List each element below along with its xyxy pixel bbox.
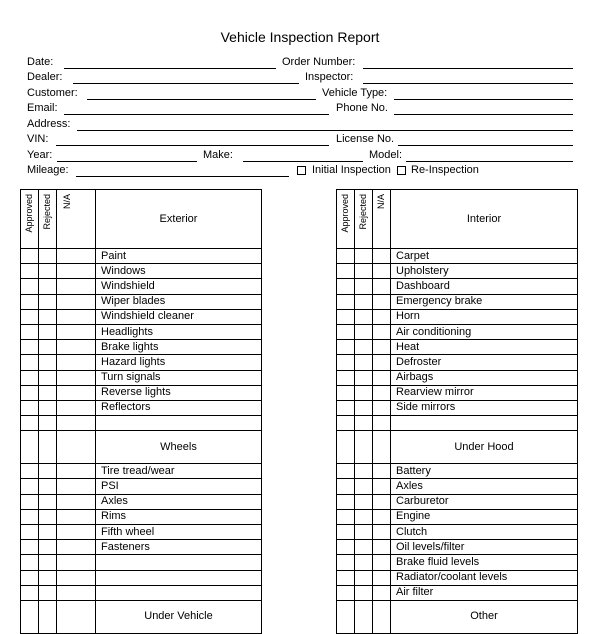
rejected-checkbox-cell[interactable] [355, 249, 373, 264]
rejected-column-header: Rejected [355, 190, 373, 249]
item-label: Dashboard [391, 279, 578, 294]
rejected-checkbox-cell[interactable] [39, 279, 57, 294]
rejected-checkbox-cell[interactable] [39, 525, 57, 540]
approved-checkbox-cell[interactable] [21, 540, 39, 555]
item-label: Windshield [96, 279, 262, 294]
table-row [21, 540, 262, 555]
item-label: Clutch [391, 525, 578, 540]
section-row [21, 431, 262, 464]
checkbox-cell[interactable] [39, 555, 57, 570]
item-label: Brake lights [96, 340, 262, 355]
approved-checkbox-cell[interactable] [21, 400, 39, 415]
rejected-column-header: Rejected [39, 190, 57, 249]
initial-inspection-label: Initial Inspection [312, 164, 391, 176]
checkbox-cell[interactable] [39, 416, 57, 431]
na-checkbox-cell[interactable] [373, 264, 391, 279]
inspector-field[interactable] [363, 83, 573, 84]
checkbox-cell [21, 600, 39, 633]
rejected-checkbox-cell[interactable] [355, 370, 373, 385]
na-checkbox-cell[interactable] [373, 279, 391, 294]
checkbox-cell[interactable] [57, 585, 96, 600]
approved-checkbox-cell[interactable] [337, 540, 355, 555]
rejected-checkbox-cell[interactable] [355, 509, 373, 524]
make-label: Make: [203, 149, 233, 161]
table-row [21, 279, 262, 294]
date-field[interactable] [64, 68, 276, 69]
year-field[interactable] [57, 161, 197, 162]
checkbox-cell [373, 431, 391, 464]
address-label: Address: [27, 118, 71, 130]
table-row [337, 340, 578, 355]
table-row [21, 264, 262, 279]
approved-checkbox-cell[interactable] [337, 494, 355, 509]
customer-field[interactable] [87, 99, 316, 100]
item-label: Turn signals [96, 370, 262, 385]
approved-checkbox-cell[interactable] [21, 479, 39, 494]
item-label: Fifth wheel [96, 525, 262, 540]
mileage-field[interactable] [76, 176, 289, 177]
table-row [337, 555, 578, 570]
item-label: Heat [391, 340, 578, 355]
na-checkbox-cell[interactable] [57, 324, 96, 339]
table-row [337, 279, 578, 294]
item-label: Rims [96, 509, 262, 524]
rejected-checkbox-cell[interactable] [39, 355, 57, 370]
checkbox-cell [337, 431, 355, 464]
interior-checklist-table [336, 189, 578, 634]
rejected-checkbox-cell[interactable] [355, 355, 373, 370]
rejected-checkbox-cell[interactable] [355, 309, 373, 324]
phone-field[interactable] [394, 114, 573, 115]
approved-checkbox-cell[interactable] [21, 525, 39, 540]
na-checkbox-cell[interactable] [57, 340, 96, 355]
blank-row [21, 416, 262, 431]
rejected-checkbox-cell[interactable] [39, 264, 57, 279]
item-label: Wiper blades [96, 294, 262, 309]
checkbox-cell [57, 600, 96, 633]
under-hood-section-title: Under Hood [391, 431, 578, 464]
checkbox-cell[interactable] [21, 555, 39, 570]
checkbox-cell [39, 431, 57, 464]
item-label: Axles [96, 494, 262, 509]
rejected-checkbox-cell[interactable] [39, 294, 57, 309]
table-row [21, 370, 262, 385]
rejected-checkbox-cell[interactable] [355, 585, 373, 600]
checkbox-cell[interactable] [57, 416, 96, 431]
item-label: Radiator/coolant levels [391, 570, 578, 585]
checkbox-cell [21, 431, 39, 464]
table-row [337, 525, 578, 540]
table-row [337, 385, 578, 400]
item-label: Reflectors [96, 400, 262, 415]
mileage-label: Mileage: [27, 164, 69, 176]
rejected-checkbox-cell[interactable] [39, 464, 57, 479]
section-row [337, 431, 578, 464]
rejected-checkbox-cell[interactable] [355, 479, 373, 494]
na-checkbox-cell[interactable] [57, 385, 96, 400]
checkbox-cell[interactable] [39, 585, 57, 600]
checkbox-cell[interactable] [373, 416, 391, 431]
table-row [21, 400, 262, 415]
checkbox-cell[interactable] [355, 416, 373, 431]
na-checkbox-cell[interactable] [373, 400, 391, 415]
na-checkbox-cell[interactable] [373, 509, 391, 524]
vehicle-type-field[interactable] [394, 99, 573, 100]
item-label: Air filter [391, 585, 578, 600]
approved-checkbox-cell[interactable] [21, 249, 39, 264]
table-row [337, 570, 578, 585]
na-checkbox-cell[interactable] [57, 309, 96, 324]
dealer-field[interactable] [73, 83, 299, 84]
table-row [21, 309, 262, 324]
approved-checkbox-cell[interactable] [21, 494, 39, 509]
interior-section-title: Interior [391, 190, 578, 249]
approved-checkbox-cell[interactable] [337, 464, 355, 479]
rejected-checkbox-cell[interactable] [355, 525, 373, 540]
approved-checkbox-cell[interactable] [21, 294, 39, 309]
na-checkbox-cell[interactable] [373, 585, 391, 600]
item-label: Emergency brake [391, 294, 578, 309]
checkbox-cell [355, 600, 373, 633]
item-label [96, 416, 262, 431]
na-checkbox-cell[interactable] [57, 264, 96, 279]
rejected-checkbox-cell[interactable] [39, 249, 57, 264]
approved-checkbox-cell[interactable] [21, 309, 39, 324]
rejected-checkbox-cell[interactable] [39, 479, 57, 494]
approved-checkbox-cell[interactable] [21, 340, 39, 355]
section-row [337, 600, 578, 633]
checkbox-cell [373, 600, 391, 633]
checkbox-cell [337, 600, 355, 633]
na-checkbox-cell[interactable] [57, 279, 96, 294]
rejected-checkbox-cell[interactable] [355, 385, 373, 400]
re-inspection-checkbox[interactable] [397, 166, 406, 175]
license-label: License No. [336, 133, 395, 145]
table-row [337, 509, 578, 524]
approved-checkbox-cell[interactable] [337, 294, 355, 309]
rejected-checkbox-cell[interactable] [355, 324, 373, 339]
blank-row [21, 555, 262, 570]
na-column-header: N/A [57, 190, 96, 249]
item-label: PSI [96, 479, 262, 494]
rejected-checkbox-cell[interactable] [355, 555, 373, 570]
na-checkbox-cell[interactable] [373, 249, 391, 264]
item-label: Carburetor [391, 494, 578, 509]
item-label: Fasteners [96, 540, 262, 555]
checkbox-cell[interactable] [39, 570, 57, 585]
approved-checkbox-cell[interactable] [21, 370, 39, 385]
order-number-field[interactable] [363, 68, 573, 69]
checkbox-cell[interactable] [337, 416, 355, 431]
approved-checkbox-cell[interactable] [21, 324, 39, 339]
approved-checkbox-cell[interactable] [337, 385, 355, 400]
na-checkbox-cell[interactable] [57, 540, 96, 555]
item-label: Air conditioning [391, 324, 578, 339]
table-row [337, 479, 578, 494]
table-row [337, 355, 578, 370]
na-checkbox-cell[interactable] [57, 249, 96, 264]
na-column-header: N/A [373, 190, 391, 249]
na-checkbox-cell[interactable] [373, 385, 391, 400]
email-field[interactable] [64, 114, 329, 115]
rejected-checkbox-cell[interactable] [355, 400, 373, 415]
item-label: Horn [391, 309, 578, 324]
na-checkbox-cell[interactable] [373, 555, 391, 570]
approved-checkbox-cell[interactable] [337, 324, 355, 339]
na-checkbox-cell[interactable] [57, 525, 96, 540]
approved-checkbox-cell[interactable] [337, 309, 355, 324]
table-row [21, 249, 262, 264]
table-row [337, 540, 578, 555]
item-label: Headlights [96, 324, 262, 339]
na-checkbox-cell[interactable] [373, 570, 391, 585]
table-row [337, 585, 578, 600]
approved-checkbox-cell[interactable] [21, 264, 39, 279]
na-checkbox-cell[interactable] [373, 479, 391, 494]
vehicle-type-label: Vehicle Type: [322, 87, 388, 99]
na-checkbox-cell[interactable] [57, 400, 96, 415]
item-label: Rearview mirror [391, 385, 578, 400]
rejected-checkbox-cell[interactable] [355, 279, 373, 294]
report-title: Vehicle Inspection Report [220, 29, 380, 45]
approved-checkbox-cell[interactable] [337, 509, 355, 524]
na-checkbox-cell[interactable] [373, 370, 391, 385]
item-label [96, 555, 262, 570]
re-inspection-label: Re-Inspection [411, 164, 479, 176]
table-row [21, 294, 262, 309]
approved-checkbox-cell[interactable] [337, 370, 355, 385]
approved-checkbox-cell[interactable] [337, 400, 355, 415]
rejected-checkbox-cell[interactable] [39, 324, 57, 339]
approved-checkbox-cell[interactable] [337, 570, 355, 585]
table-row [21, 479, 262, 494]
item-label: Axles [391, 479, 578, 494]
blank-row [21, 585, 262, 600]
model-label: Model: [369, 149, 403, 161]
dealer-label: Dealer: [27, 71, 63, 83]
checkbox-cell [39, 600, 57, 633]
na-checkbox-cell[interactable] [57, 294, 96, 309]
table-row [21, 340, 262, 355]
make-field[interactable] [243, 161, 363, 162]
item-label: Hazard lights [96, 355, 262, 370]
na-checkbox-cell[interactable] [57, 370, 96, 385]
approved-column-header: Approved [337, 190, 355, 249]
customer-label: Customer: [27, 87, 78, 99]
exterior-checklist-table [20, 189, 262, 634]
approved-column-header: Approved [21, 190, 39, 249]
rejected-checkbox-cell[interactable] [39, 509, 57, 524]
na-checkbox-cell[interactable] [373, 540, 391, 555]
rejected-checkbox-cell[interactable] [39, 494, 57, 509]
table-row [337, 494, 578, 509]
item-label: Battery [391, 464, 578, 479]
na-checkbox-cell[interactable] [373, 464, 391, 479]
table-row [21, 324, 262, 339]
rejected-checkbox-cell[interactable] [355, 494, 373, 509]
na-checkbox-cell[interactable] [373, 355, 391, 370]
license-field[interactable] [398, 145, 573, 146]
other-section-title: Other [391, 600, 578, 633]
model-field[interactable] [406, 161, 573, 162]
table-row [21, 509, 262, 524]
initial-inspection-checkbox[interactable] [297, 166, 306, 175]
item-label: Windows [96, 264, 262, 279]
checkbox-cell [355, 431, 373, 464]
approved-checkbox-cell[interactable] [337, 479, 355, 494]
year-label: Year: [27, 149, 53, 161]
vin-field[interactable] [56, 145, 329, 146]
rejected-checkbox-cell[interactable] [39, 340, 57, 355]
item-label: Defroster [391, 355, 578, 370]
na-checkbox-cell[interactable] [57, 464, 96, 479]
checkbox-cell[interactable] [21, 416, 39, 431]
table-row [337, 324, 578, 339]
na-checkbox-cell[interactable] [373, 294, 391, 309]
table-row [337, 309, 578, 324]
item-label: Carpet [391, 249, 578, 264]
rejected-checkbox-cell[interactable] [39, 385, 57, 400]
item-label: Oil levels/filter [391, 540, 578, 555]
rejected-checkbox-cell[interactable] [39, 309, 57, 324]
item-label: Upholstery [391, 264, 578, 279]
table-row [337, 264, 578, 279]
inspector-label: Inspector: [305, 71, 354, 83]
na-checkbox-cell[interactable] [57, 355, 96, 370]
checkbox-cell[interactable] [21, 585, 39, 600]
date-label: Date: [27, 56, 54, 68]
wheels-section-title: Wheels [96, 431, 262, 464]
item-label [96, 570, 262, 585]
approved-checkbox-cell[interactable] [21, 279, 39, 294]
phone-label: Phone No. [336, 102, 388, 114]
approved-checkbox-cell[interactable] [337, 249, 355, 264]
under-vehicle-section-title: Under Vehicle [96, 600, 262, 633]
approved-checkbox-cell[interactable] [21, 509, 39, 524]
table-row [337, 464, 578, 479]
rejected-checkbox-cell[interactable] [39, 400, 57, 415]
na-checkbox-cell[interactable] [57, 509, 96, 524]
vin-label: VIN: [27, 133, 49, 145]
item-label: Side mirrors [391, 400, 578, 415]
address-field[interactable] [77, 130, 573, 131]
rejected-checkbox-cell[interactable] [355, 294, 373, 309]
table-row [21, 464, 262, 479]
checkbox-cell [57, 431, 96, 464]
approved-checkbox-cell[interactable] [337, 355, 355, 370]
section-row [21, 600, 262, 633]
table-row [21, 494, 262, 509]
rejected-checkbox-cell[interactable] [355, 340, 373, 355]
rejected-checkbox-cell[interactable] [39, 540, 57, 555]
approved-checkbox-cell[interactable] [21, 464, 39, 479]
approved-checkbox-cell[interactable] [21, 385, 39, 400]
rejected-checkbox-cell[interactable] [355, 570, 373, 585]
checkbox-cell[interactable] [21, 570, 39, 585]
blank-row [337, 416, 578, 431]
rejected-checkbox-cell[interactable] [355, 540, 373, 555]
approved-checkbox-cell[interactable] [337, 279, 355, 294]
item-label: Brake fluid levels [391, 555, 578, 570]
item-label: Airbags [391, 370, 578, 385]
rejected-checkbox-cell[interactable] [355, 264, 373, 279]
approved-checkbox-cell[interactable] [337, 585, 355, 600]
na-checkbox-cell[interactable] [373, 525, 391, 540]
item-label: Engine [391, 509, 578, 524]
checkbox-cell[interactable] [57, 555, 96, 570]
item-label: Paint [96, 249, 262, 264]
approved-checkbox-cell[interactable] [21, 355, 39, 370]
na-checkbox-cell[interactable] [373, 309, 391, 324]
na-checkbox-cell[interactable] [57, 494, 96, 509]
table-row [21, 385, 262, 400]
item-label [391, 416, 578, 431]
approved-checkbox-cell[interactable] [337, 525, 355, 540]
table-row [337, 400, 578, 415]
na-checkbox-cell[interactable] [373, 324, 391, 339]
table-row [337, 249, 578, 264]
rejected-checkbox-cell[interactable] [39, 370, 57, 385]
email-label: Email: [27, 102, 58, 114]
approved-checkbox-cell[interactable] [337, 340, 355, 355]
approved-checkbox-cell[interactable] [337, 555, 355, 570]
table-row [21, 525, 262, 540]
na-checkbox-cell[interactable] [373, 340, 391, 355]
exterior-section-title: Exterior [96, 190, 262, 249]
item-label: Reverse lights [96, 385, 262, 400]
item-label: Tire tread/wear [96, 464, 262, 479]
rejected-checkbox-cell[interactable] [355, 464, 373, 479]
checkbox-cell[interactable] [57, 570, 96, 585]
na-checkbox-cell[interactable] [57, 479, 96, 494]
na-checkbox-cell[interactable] [373, 494, 391, 509]
blank-row [21, 570, 262, 585]
table-row [337, 294, 578, 309]
order-number-label: Order Number: [282, 56, 356, 68]
item-label [96, 585, 262, 600]
approved-checkbox-cell[interactable] [337, 264, 355, 279]
table-row [21, 355, 262, 370]
item-label: Windshield cleaner [96, 309, 262, 324]
table-row [337, 370, 578, 385]
